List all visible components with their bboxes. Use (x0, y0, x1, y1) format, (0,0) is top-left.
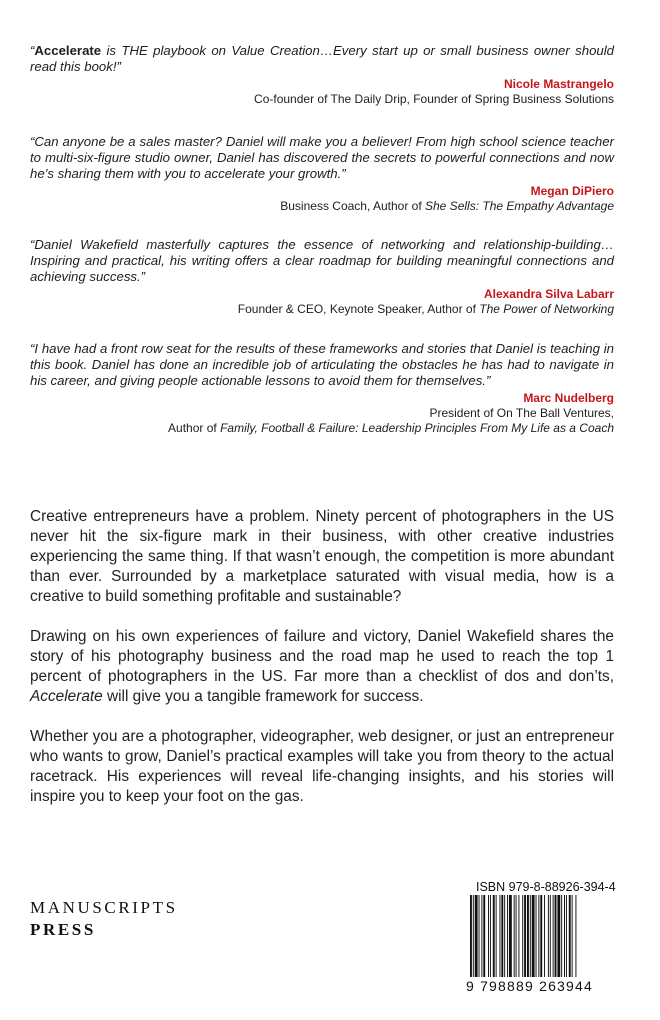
blurb-quote: “Accelerate is THE playbook on Value Creation…Every start up or small business owner should read this book!” (30, 43, 614, 74)
blurb-1 (30, 43, 614, 107)
blurb-attribution (30, 287, 614, 317)
blurb-attribution (30, 77, 614, 107)
barcode-bar (540, 895, 542, 977)
barcode-bar (522, 895, 523, 977)
barcode-bar (516, 895, 517, 977)
blurb-quote: “Daniel Wakefield masterfully captures the essence of networking and relationship-building…Inspiring and practical, his writing offers a clear roadmap for building meaningful connections and achieving success.” (30, 237, 614, 284)
book-title-italic: Accelerate (30, 688, 103, 705)
barcode-bar (536, 895, 537, 977)
barcode-bar (550, 895, 551, 977)
blurb-author-name: Alexandra Silva Labarr (483, 287, 614, 301)
description-paragraph-2: Drawing on his own experiences of failure and victory, Daniel Wakefield shares the story of his photography business and the road map he used to reach the top 1 percent of photographers in the US. Far more than a checklist of dos and don’ts, Accelerate will give you a tangible framework for success. (30, 628, 614, 705)
barcode-bar (564, 895, 565, 977)
barcode-bar (557, 895, 560, 977)
blurb-author-name: Megan DiPiero (530, 184, 614, 198)
barcode-bar (509, 895, 512, 977)
barcode-bar (483, 895, 485, 977)
publisher-name-line1: MANUSCRIPTS (30, 898, 178, 917)
blurb-attribution (30, 391, 614, 436)
barcode-bar (479, 895, 480, 977)
barcode-bar (499, 895, 500, 977)
blurb-attribution (30, 184, 614, 214)
barcode-bar (544, 895, 545, 977)
barcode-bar (538, 895, 539, 977)
barcode-bar (532, 895, 535, 977)
description-paragraph-1: Creative entrepreneurs have a problem. Ninety percent of photographers in the US never hit the six-figure mark in their business, with other creative industries experiencing the same thing. If that wasn’t enough, the competition is more abundant than ever. Surrounded by a marketplace saturated with visual media, how is a creative to build something profitable and sustainable? (30, 508, 614, 605)
publisher-logo (30, 897, 178, 941)
isbn-barcode (468, 895, 618, 977)
blurb-author-name: Nicole Mastrangelo (503, 77, 614, 91)
barcode-bar (481, 895, 482, 977)
barcode-digits: 9 798889 263944 (466, 978, 593, 994)
barcode-bar (555, 895, 557, 977)
barcode-bar (473, 895, 474, 977)
barcode-bar (566, 895, 567, 977)
book-title-bold: Accelerate (34, 43, 102, 58)
barcode-bar (514, 895, 515, 977)
blurb-author-name: Marc Nudelberg (523, 391, 614, 405)
barcode-bar (496, 895, 497, 977)
barcode-bar (524, 895, 526, 977)
publisher-name-line2: PRESS (30, 920, 96, 939)
barcode-bar (475, 895, 478, 977)
blurb-quote: “Can anyone be a sales master? Daniel will make you a believer! From high school science teacher to multi-six-figure studio owner, Daniel has discovered the secrets to powerful connections and now he’s sharing them with you to accelerate your growth.” (30, 134, 614, 181)
barcode-bar (530, 895, 531, 977)
isbn-label: ISBN 979-8-88926-394-4 (476, 880, 616, 894)
barcode-bar (470, 895, 472, 977)
blurb-author-role-line2: Author of Family, Football & Failure: Leadership Principles From My Life as a Coach (168, 421, 614, 435)
barcode-bar (527, 895, 529, 977)
barcode-bar (501, 895, 503, 977)
barcode-bar (561, 895, 562, 977)
barcode-bar (493, 895, 495, 977)
barcode-bar (575, 895, 576, 977)
blurb-quote: “I have had a front row seat for the results of these frameworks and stories that Daniel is teaching in this book. Daniel has done an incredible job of articulating the obstacles he has had to navigate in his career, and giving people actionable lessons to avoid them for themselves.” (30, 341, 614, 388)
blurb-4 (30, 341, 614, 436)
blurb-author-role-line1: President of On The Ball Ventures, (429, 406, 614, 420)
blurb-author-role: Co-founder of The Daily Drip, Founder of Spring Business Solutions (254, 92, 614, 106)
barcode-bar (488, 895, 489, 977)
blurb-author-role: Business Coach, Author of She Sells: The Empathy Advantage (280, 199, 614, 213)
barcode-bar (507, 895, 508, 977)
barcode-bar (553, 895, 554, 977)
barcode-bar (518, 895, 519, 977)
blurb-2 (30, 134, 614, 214)
blurb-author-role: Founder & CEO, Keynote Speaker, Author of The Power of Networking (237, 302, 614, 316)
blurb-3 (30, 237, 614, 317)
barcode-bar (504, 895, 505, 977)
barcode-bar (548, 895, 549, 977)
description-paragraph-3: Whether you are a photographer, videographer, web designer, or just an entrepreneur who wants to grow, Daniel’s practical examples will take you from theory to the actual racetrack. His experiences will reveal life-changing insights, and his stories will inspire you to keep your foot on the gas. (30, 728, 614, 805)
barcode-bar (490, 895, 491, 977)
barcode-bar (572, 895, 573, 977)
barcode-bar (569, 895, 571, 977)
